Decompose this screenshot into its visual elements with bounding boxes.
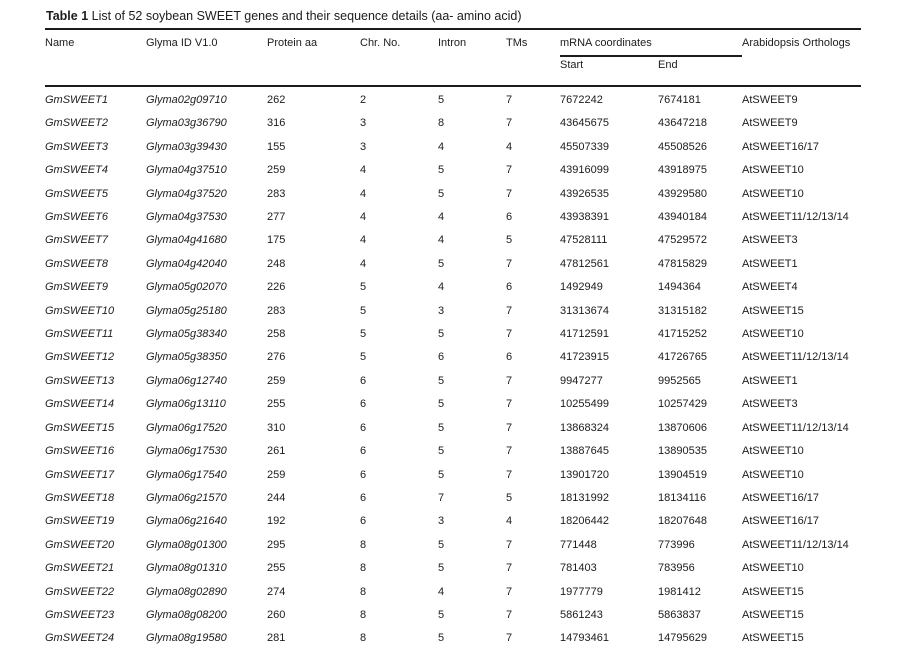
table-header bbox=[45, 29, 861, 86]
cell-name: GmSWEET6 bbox=[45, 211, 108, 224]
cell-tms: 7 bbox=[506, 94, 513, 106]
cell-intron: 3 bbox=[438, 515, 445, 528]
cell-glyma-id: Glyma08g02890 bbox=[146, 585, 227, 598]
cell-arabidopsis-ortholog: AtSWEET15 bbox=[742, 304, 804, 317]
cell-tms: 7 bbox=[506, 445, 513, 458]
cell-mrna-start: 43938391 bbox=[560, 211, 609, 224]
cell-name: GmSWEET21 bbox=[45, 562, 115, 575]
cell-intron: 3 bbox=[438, 304, 445, 317]
cell-intron: 6 bbox=[438, 351, 445, 364]
cell-arabidopsis-ortholog: AtSWEET4 bbox=[742, 281, 798, 294]
cell-intron: 5 bbox=[438, 94, 445, 106]
cell-intron: 5 bbox=[438, 632, 445, 645]
cell-protein-aa: 261 bbox=[267, 445, 286, 458]
cell-chr-no: 6 bbox=[360, 468, 367, 481]
cell-mrna-end: 43647218 bbox=[658, 117, 707, 130]
table-row bbox=[45, 581, 861, 604]
cell-glyma-id: Glyma05g25180 bbox=[146, 304, 227, 317]
cell-name: GmSWEET15 bbox=[45, 421, 115, 434]
cell-mrna-end: 18134116 bbox=[658, 491, 707, 504]
cell-glyma-id: Glyma08g01300 bbox=[146, 538, 227, 551]
cell-name: GmSWEET4 bbox=[45, 164, 108, 177]
cell-arabidopsis-ortholog: AtSWEET16/17 bbox=[742, 140, 820, 153]
cell-arabidopsis-ortholog: AtSWEET10 bbox=[742, 187, 804, 200]
cell-glyma-id: Glyma03g39430 bbox=[146, 140, 227, 153]
cell-glyma-id: Glyma04g37530 bbox=[146, 211, 227, 224]
cell-name: GmSWEET22 bbox=[45, 585, 115, 598]
cell-mrna-end: 13890535 bbox=[658, 445, 707, 458]
cell-tms: 6 bbox=[506, 281, 513, 294]
cell-mrna-start: 10255499 bbox=[560, 398, 609, 411]
cell-chr-no: 4 bbox=[360, 257, 367, 270]
cell-name: GmSWEET7 bbox=[45, 234, 108, 247]
cell-chr-no: 8 bbox=[360, 632, 367, 645]
table-row bbox=[45, 276, 861, 299]
cell-glyma-id: Glyma06g21570 bbox=[146, 491, 227, 504]
cell-mrna-start: 18131992 bbox=[560, 491, 609, 504]
cell-intron: 5 bbox=[438, 398, 445, 411]
cell-name: GmSWEET1 bbox=[45, 94, 108, 106]
cell-protein-aa: 248 bbox=[267, 257, 286, 270]
cell-arabidopsis-ortholog: AtSWEET10 bbox=[742, 468, 804, 481]
cell-chr-no: 3 bbox=[360, 140, 367, 153]
cell-intron: 4 bbox=[438, 140, 445, 153]
cell-arabidopsis-ortholog: AtSWEET16/17 bbox=[742, 491, 820, 504]
cell-tms: 7 bbox=[506, 608, 513, 621]
cell-chr-no: 8 bbox=[360, 608, 367, 621]
cell-chr-no: 8 bbox=[360, 562, 367, 575]
cell-arabidopsis-ortholog: AtSWEET9 bbox=[742, 117, 798, 130]
cell-tms: 7 bbox=[506, 304, 513, 317]
table-row bbox=[45, 300, 861, 323]
cell-mrna-end: 1981412 bbox=[658, 585, 701, 598]
cell-intron: 5 bbox=[438, 538, 445, 551]
cell-protein-aa: 192 bbox=[267, 515, 286, 528]
cell-glyma-id: Glyma08g19580 bbox=[146, 632, 227, 645]
cell-chr-no: 5 bbox=[360, 304, 367, 317]
cell-tms: 7 bbox=[506, 328, 513, 341]
cell-mrna-start: 13868324 bbox=[560, 421, 609, 434]
cell-protein-aa: 155 bbox=[267, 140, 286, 153]
cell-tms: 7 bbox=[506, 632, 513, 645]
cell-protein-aa: 281 bbox=[267, 632, 286, 645]
table-row bbox=[45, 253, 861, 276]
table-row bbox=[45, 534, 861, 557]
cell-intron: 7 bbox=[438, 491, 445, 504]
cell-chr-no: 4 bbox=[360, 164, 367, 177]
cell-tms: 4 bbox=[506, 515, 513, 528]
cell-mrna-start: 43916099 bbox=[560, 164, 609, 177]
table-caption-label: Table 1 bbox=[46, 9, 89, 23]
column-subheader-start: Start bbox=[560, 56, 658, 86]
cell-arabidopsis-ortholog: AtSWEET15 bbox=[742, 632, 804, 645]
cell-arabidopsis-ortholog: AtSWEET10 bbox=[742, 562, 804, 575]
cell-mrna-end: 43929580 bbox=[658, 187, 707, 200]
cell-arabidopsis-ortholog: AtSWEET1 bbox=[742, 257, 798, 270]
cell-chr-no: 8 bbox=[360, 585, 367, 598]
cell-name: GmSWEET9 bbox=[45, 281, 108, 294]
cell-chr-no: 6 bbox=[360, 515, 367, 528]
table-row bbox=[45, 136, 861, 159]
cell-protein-aa: 255 bbox=[267, 398, 286, 411]
cell-protein-aa: 295 bbox=[267, 538, 286, 551]
cell-glyma-id: Glyma06g17530 bbox=[146, 445, 227, 458]
cell-name: GmSWEET8 bbox=[45, 257, 108, 270]
cell-tms: 5 bbox=[506, 234, 513, 247]
cell-name: GmSWEET19 bbox=[45, 515, 115, 528]
column-header-intron: Intron bbox=[438, 29, 506, 86]
cell-glyma-id: Glyma06g13110 bbox=[146, 398, 226, 411]
cell-chr-no: 3 bbox=[360, 117, 367, 130]
cell-tms: 7 bbox=[506, 562, 513, 575]
cell-mrna-start: 31313674 bbox=[560, 304, 609, 317]
cell-protein-aa: 262 bbox=[267, 94, 286, 106]
cell-chr-no: 6 bbox=[360, 491, 367, 504]
cell-glyma-id: Glyma05g38340 bbox=[146, 328, 227, 341]
column-header-arabidopsis-orthologs: Arabidopsis Orthologs bbox=[742, 29, 861, 86]
cell-glyma-id: Glyma04g37520 bbox=[146, 187, 227, 200]
cell-arabidopsis-ortholog: AtSWEET11/12/13/14 bbox=[742, 211, 849, 224]
cell-mrna-start: 18206442 bbox=[560, 515, 609, 528]
cell-chr-no: 6 bbox=[360, 421, 367, 434]
cell-name: GmSWEET5 bbox=[45, 187, 108, 200]
cell-intron: 4 bbox=[438, 234, 445, 247]
table-row bbox=[45, 346, 861, 369]
cell-glyma-id: Glyma06g21640 bbox=[146, 515, 227, 528]
cell-intron: 5 bbox=[438, 328, 445, 341]
cell-intron: 5 bbox=[438, 421, 445, 434]
cell-arabidopsis-ortholog: AtSWEET1 bbox=[742, 374, 798, 387]
table-row bbox=[45, 557, 861, 580]
cell-tms: 7 bbox=[506, 585, 513, 598]
cell-tms: 7 bbox=[506, 468, 513, 481]
cell-intron: 5 bbox=[438, 257, 445, 270]
cell-intron: 5 bbox=[438, 468, 445, 481]
cell-glyma-id: Glyma08g01310 bbox=[146, 562, 227, 575]
cell-tms: 7 bbox=[506, 117, 513, 130]
cell-glyma-id: Glyma05g02070 bbox=[146, 281, 227, 294]
cell-chr-no: 2 bbox=[360, 94, 367, 106]
table-row bbox=[45, 604, 861, 627]
cell-protein-aa: 258 bbox=[267, 328, 286, 341]
table-caption bbox=[46, 8, 905, 24]
cell-arabidopsis-ortholog: AtSWEET10 bbox=[742, 445, 804, 458]
cell-chr-no: 6 bbox=[360, 374, 367, 387]
cell-intron: 5 bbox=[438, 608, 445, 621]
cell-intron: 4 bbox=[438, 281, 445, 294]
cell-mrna-end: 14795629 bbox=[658, 632, 707, 645]
cell-protein-aa: 255 bbox=[267, 562, 286, 575]
cell-glyma-id: Glyma02g09710 bbox=[146, 94, 227, 106]
cell-mrna-end: 43940184 bbox=[658, 211, 707, 224]
cell-glyma-id: Glyma05g38350 bbox=[146, 351, 227, 364]
cell-mrna-end: 31315182 bbox=[658, 304, 707, 317]
cell-name: GmSWEET3 bbox=[45, 140, 108, 153]
cell-glyma-id: Glyma04g37510 bbox=[146, 164, 227, 177]
cell-mrna-start: 47528111 bbox=[560, 234, 608, 247]
cell-arabidopsis-ortholog: AtSWEET9 bbox=[742, 94, 798, 106]
cell-glyma-id: Glyma06g17520 bbox=[146, 421, 227, 434]
table-row bbox=[45, 627, 861, 650]
cell-mrna-end: 9952565 bbox=[658, 374, 701, 387]
cell-protein-aa: 310 bbox=[267, 421, 286, 434]
cell-arabidopsis-ortholog: AtSWEET11/12/13/14 bbox=[742, 538, 849, 551]
cell-protein-aa: 283 bbox=[267, 304, 286, 317]
cell-name: GmSWEET16 bbox=[45, 445, 115, 458]
cell-arabidopsis-ortholog: AtSWEET11/12/13/14 bbox=[742, 421, 849, 434]
cell-mrna-end: 783956 bbox=[658, 562, 695, 575]
cell-glyma-id: Glyma03g36790 bbox=[146, 117, 227, 130]
cell-name: GmSWEET10 bbox=[45, 304, 115, 317]
cell-mrna-end: 41715252 bbox=[658, 328, 707, 341]
cell-name: GmSWEET24 bbox=[45, 632, 115, 645]
cell-mrna-end: 47529572 bbox=[658, 234, 707, 247]
cell-name: GmSWEET17 bbox=[45, 468, 115, 481]
cell-intron: 5 bbox=[438, 562, 445, 575]
cell-glyma-id: Glyma06g17540 bbox=[146, 468, 227, 481]
cell-protein-aa: 277 bbox=[267, 211, 286, 224]
column-header-chr-no: Chr. No. bbox=[360, 29, 438, 86]
cell-mrna-start: 14793461 bbox=[560, 632, 609, 645]
column-header-tms: TMs bbox=[506, 29, 560, 86]
cell-tms: 7 bbox=[506, 398, 513, 411]
cell-mrna-end: 773996 bbox=[658, 538, 695, 551]
cell-chr-no: 4 bbox=[360, 211, 367, 224]
cell-intron: 4 bbox=[438, 211, 445, 224]
cell-name: GmSWEET20 bbox=[45, 538, 115, 551]
cell-name: GmSWEET11 bbox=[45, 328, 114, 341]
cell-mrna-end: 7674181 bbox=[658, 94, 701, 106]
cell-mrna-start: 43926535 bbox=[560, 187, 609, 200]
table-row bbox=[45, 370, 861, 393]
cell-arabidopsis-ortholog: AtSWEET3 bbox=[742, 398, 798, 411]
cell-protein-aa: 283 bbox=[267, 187, 286, 200]
cell-mrna-start: 13887645 bbox=[560, 445, 609, 458]
cell-protein-aa: 175 bbox=[267, 234, 286, 247]
cell-tms: 7 bbox=[506, 257, 513, 270]
cell-glyma-id: Glyma08g08200 bbox=[146, 608, 227, 621]
cell-tms: 5 bbox=[506, 491, 513, 504]
cell-intron: 5 bbox=[438, 164, 445, 177]
cell-chr-no: 6 bbox=[360, 398, 367, 411]
cell-name: GmSWEET23 bbox=[45, 608, 115, 621]
table-caption-text: List of 52 soybean SWEET genes and their sequence details (aa- amino acid) bbox=[91, 9, 522, 23]
cell-name: GmSWEET12 bbox=[45, 351, 115, 364]
cell-mrna-start: 47812561 bbox=[560, 257, 609, 270]
cell-arabidopsis-ortholog: AtSWEET16/17 bbox=[742, 515, 820, 528]
table-row bbox=[45, 183, 861, 206]
cell-mrna-end: 1494364 bbox=[658, 281, 701, 294]
table-row bbox=[45, 487, 861, 510]
cell-chr-no: 5 bbox=[360, 281, 367, 294]
cell-mrna-end: 18207648 bbox=[658, 515, 707, 528]
cell-glyma-id: Glyma04g42040 bbox=[146, 257, 227, 270]
cell-protein-aa: 260 bbox=[267, 608, 286, 621]
cell-arabidopsis-ortholog: AtSWEET11/12/13/14 bbox=[742, 351, 849, 364]
cell-chr-no: 4 bbox=[360, 234, 367, 247]
table-row bbox=[45, 323, 861, 346]
cell-intron: 5 bbox=[438, 187, 445, 200]
cell-chr-no: 5 bbox=[360, 351, 367, 364]
cell-mrna-end: 43918975 bbox=[658, 164, 707, 177]
cell-name: GmSWEET13 bbox=[45, 374, 115, 387]
cell-name: GmSWEET18 bbox=[45, 491, 115, 504]
cell-mrna-end: 13870606 bbox=[658, 421, 707, 434]
column-header-protein-aa: Protein aa bbox=[267, 29, 360, 86]
cell-mrna-start: 43645675 bbox=[560, 117, 609, 130]
cell-mrna-start: 1492949 bbox=[560, 281, 603, 294]
cell-chr-no: 5 bbox=[360, 328, 367, 341]
table-row bbox=[45, 159, 861, 182]
column-header-mrna-coordinates: mRNA coordinates bbox=[560, 29, 742, 56]
cell-tms: 4 bbox=[506, 140, 513, 153]
cell-mrna-end: 41726765 bbox=[658, 351, 707, 364]
cell-mrna-start: 1977779 bbox=[560, 585, 603, 598]
table-row bbox=[45, 417, 861, 440]
cell-mrna-end: 47815829 bbox=[658, 257, 707, 270]
cell-intron: 5 bbox=[438, 374, 445, 387]
table-row bbox=[45, 393, 861, 416]
cell-arabidopsis-ortholog: AtSWEET15 bbox=[742, 608, 804, 621]
cell-mrna-start: 41712591 bbox=[560, 328, 609, 341]
cell-tms: 7 bbox=[506, 421, 513, 434]
cell-tms: 6 bbox=[506, 351, 513, 364]
cell-tms: 7 bbox=[506, 374, 513, 387]
cell-intron: 4 bbox=[438, 585, 445, 598]
cell-mrna-end: 10257429 bbox=[658, 398, 707, 411]
cell-protein-aa: 259 bbox=[267, 468, 286, 481]
cell-arabidopsis-ortholog: AtSWEET3 bbox=[742, 234, 798, 247]
cell-protein-aa: 244 bbox=[267, 491, 286, 504]
table-row bbox=[45, 86, 861, 112]
cell-protein-aa: 259 bbox=[267, 374, 286, 387]
cell-protein-aa: 274 bbox=[267, 585, 286, 598]
cell-chr-no: 6 bbox=[360, 445, 367, 458]
cell-glyma-id: Glyma06g12740 bbox=[146, 374, 227, 387]
cell-mrna-start: 41723915 bbox=[560, 351, 609, 364]
cell-mrna-start: 781403 bbox=[560, 562, 597, 575]
cell-mrna-end: 45508526 bbox=[658, 140, 707, 153]
cell-mrna-start: 771448 bbox=[560, 538, 597, 551]
cell-glyma-id: Glyma04g41680 bbox=[146, 234, 227, 247]
cell-chr-no: 8 bbox=[360, 538, 367, 551]
cell-mrna-end: 5863837 bbox=[658, 608, 701, 621]
cell-mrna-end: 13904519 bbox=[658, 468, 707, 481]
cell-tms: 7 bbox=[506, 538, 513, 551]
cell-mrna-start: 13901720 bbox=[560, 468, 609, 481]
table-row bbox=[45, 440, 861, 463]
cell-arabidopsis-ortholog: AtSWEET10 bbox=[742, 328, 804, 341]
cell-intron: 5 bbox=[438, 445, 445, 458]
cell-protein-aa: 259 bbox=[267, 164, 286, 177]
cell-protein-aa: 226 bbox=[267, 281, 286, 294]
cell-mrna-start: 45507339 bbox=[560, 140, 609, 153]
cell-chr-no: 4 bbox=[360, 187, 367, 200]
column-header-glyma-id: Glyma ID V1.0 bbox=[146, 29, 267, 86]
cell-tms: 7 bbox=[506, 164, 513, 177]
table-row bbox=[45, 206, 861, 229]
cell-tms: 6 bbox=[506, 211, 513, 224]
column-subheader-end: End bbox=[658, 56, 742, 86]
cell-name: GmSWEET14 bbox=[45, 398, 115, 411]
cell-arabidopsis-ortholog: AtSWEET10 bbox=[742, 164, 804, 177]
cell-name: GmSWEET2 bbox=[45, 117, 108, 130]
cell-protein-aa: 276 bbox=[267, 351, 286, 364]
cell-arabidopsis-ortholog: AtSWEET15 bbox=[742, 585, 804, 598]
cell-mrna-start: 9947277 bbox=[560, 374, 603, 387]
cell-protein-aa: 316 bbox=[267, 117, 286, 130]
table-row bbox=[45, 229, 861, 252]
cell-mrna-start: 5861243 bbox=[560, 608, 603, 621]
cell-mrna-start: 7672242 bbox=[560, 94, 603, 106]
table-body bbox=[45, 86, 861, 651]
table-row bbox=[45, 112, 861, 135]
soybean-sweet-genes-table bbox=[45, 28, 861, 651]
cell-tms: 7 bbox=[506, 187, 513, 200]
table-row bbox=[45, 510, 861, 533]
cell-intron: 8 bbox=[438, 117, 445, 130]
table-row bbox=[45, 464, 861, 487]
column-header-name: Name bbox=[45, 29, 146, 86]
